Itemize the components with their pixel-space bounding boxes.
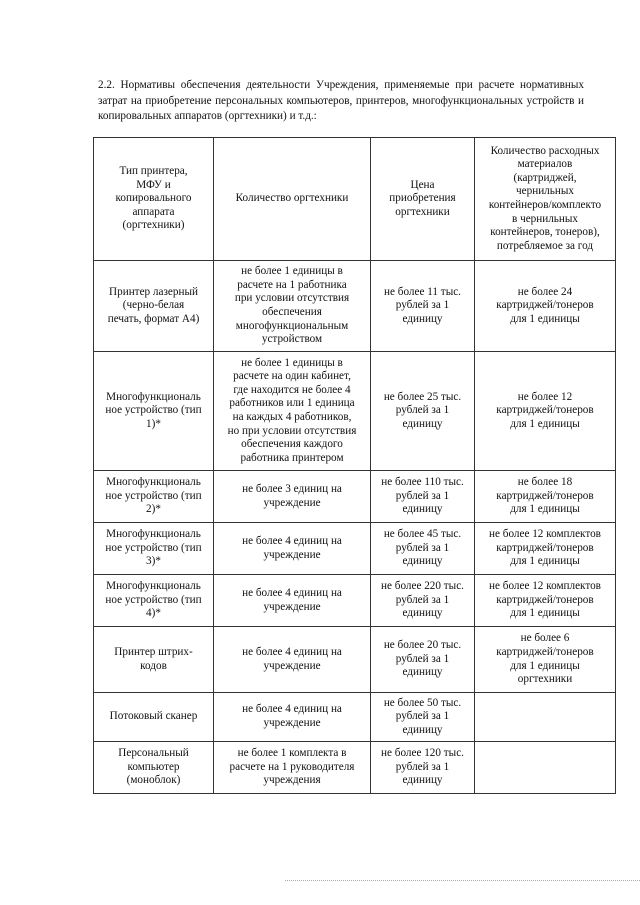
cell-type: Принтер штрих- кодов xyxy=(94,627,214,693)
cell-price: не более 120 тыс. рублей за 1 единицу xyxy=(371,742,475,794)
table-row xyxy=(94,742,616,794)
cell-quantity: не более 4 единиц на учреждение xyxy=(214,523,371,575)
cell-price: не более 25 тыс. рублей за 1 единицу xyxy=(371,352,475,471)
table-row xyxy=(94,523,616,575)
cell-type: Многофункциональ ное устройство (тип 4)* xyxy=(94,575,214,627)
cell-quantity: не более 4 единиц на учреждение xyxy=(214,693,371,742)
cell-quantity: не более 4 единиц на учреждение xyxy=(214,627,371,693)
cell-price: не более 50 тыс. рублей за 1 единицу xyxy=(371,693,475,742)
cell-consumables xyxy=(475,693,616,742)
cell-quantity: не более 4 единиц на учреждение xyxy=(214,575,371,627)
cell-quantity: не более 1 единицы в расчете на один кабинет, где находится не более 4 работников или 1 единица на каждых 4 работников, но при условии отсутствия обеспечения каждого работника принтером xyxy=(214,352,371,471)
cell-type: Принтер лазерный (черно-белая печать, формат А4) xyxy=(94,261,214,352)
section-intro-text: 2.2. Нормативы обеспечения деятельности Учреждения, применяемые при расчете нормативных затрат на приобретение персональных компьютеров, принтеров, многофункциональных устройств и копировальных аппаратов (оргтехники) и т.д.: xyxy=(98,79,584,122)
cell-type: Многофункциональ ное устройство (тип 2)* xyxy=(94,471,214,523)
table-header-row xyxy=(94,138,616,261)
cell-price: не более 110 тыс. рублей за 1 единицу xyxy=(371,471,475,523)
header-price: Цена приобретения оргтехники xyxy=(371,138,475,261)
cell-consumables: не более 6 картриджей/тонеров для 1 единицы оргтехники xyxy=(475,627,616,693)
footer-divider xyxy=(285,880,640,881)
table-row xyxy=(94,575,616,627)
header-quantity: Количество оргтехники xyxy=(214,138,371,261)
cell-type: Многофункциональ ное устройство (тип 1)* xyxy=(94,352,214,471)
norms-table xyxy=(93,137,616,794)
cell-price: не более 45 тыс. рублей за 1 единицу xyxy=(371,523,475,575)
table-row xyxy=(94,627,616,693)
header-consumables: Количество расходных материалов (картриджей, чернильных контейнеров/комплекто в чернильных контейнеров, тонеров), потребляемое за год xyxy=(475,138,616,261)
cell-consumables xyxy=(475,742,616,794)
cell-price: не более 220 тыс. рублей за 1 единицу xyxy=(371,575,475,627)
cell-type: Персональный компьютер (моноблок) xyxy=(94,742,214,794)
cell-quantity: не более 3 единиц на учреждение xyxy=(214,471,371,523)
table-row xyxy=(94,352,616,471)
table-row xyxy=(94,693,616,742)
table-row xyxy=(94,261,616,352)
cell-consumables: не более 12 комплектов картриджей/тонеров для 1 единицы xyxy=(475,575,616,627)
cell-quantity: не более 1 комплекта в расчете на 1 руководителя учреждения xyxy=(214,742,371,794)
header-printer-type: Тип принтера, МФУ и копировального аппарата (оргтехники) xyxy=(94,138,214,261)
cell-consumables: не более 12 комплектов картриджей/тонеров для 1 единицы xyxy=(475,523,616,575)
cell-type: Потоковый сканер xyxy=(94,693,214,742)
table-row xyxy=(94,471,616,523)
cell-price: не более 11 тыс. рублей за 1 единицу xyxy=(371,261,475,352)
cell-consumables: не более 24 картриджей/тонеров для 1 единицы xyxy=(475,261,616,352)
cell-quantity: не более 1 единицы в расчете на 1 работника при условии отсутствия обеспечения многофункциональным устройством xyxy=(214,261,371,352)
cell-consumables: не более 12 картриджей/тонеров для 1 единицы xyxy=(475,352,616,471)
cell-type: Многофункциональ ное устройство (тип 3)* xyxy=(94,523,214,575)
cell-price: не более 20 тыс. рублей за 1 единицу xyxy=(371,627,475,693)
cell-consumables: не более 18 картриджей/тонеров для 1 единицы xyxy=(475,471,616,523)
